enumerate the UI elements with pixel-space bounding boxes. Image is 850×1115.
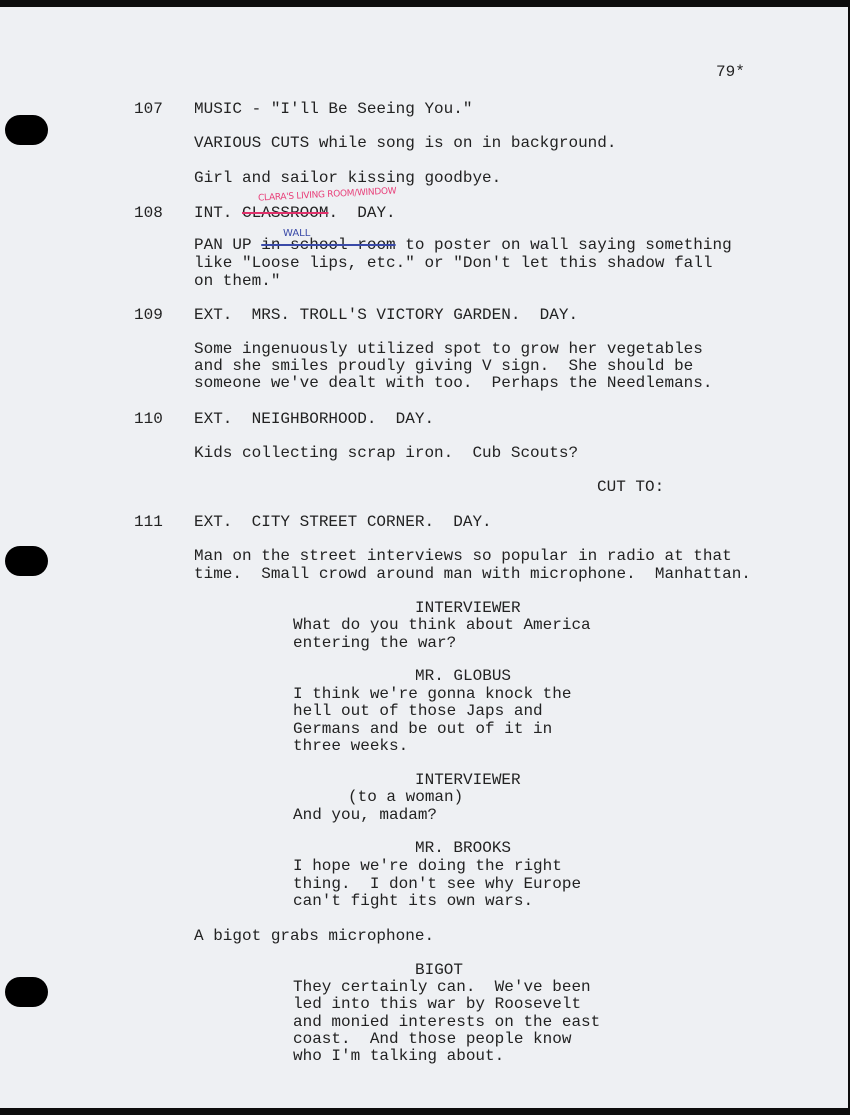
dialogue-line: coast. And those people know — [293, 1030, 572, 1048]
action-line: Kids collecting scrap iron. Cub Scouts? — [194, 444, 579, 462]
page-number: 79* — [716, 63, 745, 81]
action-line: Some ingenuously utilized spot to grow her vegetables — [194, 340, 703, 358]
struck-location: CLASSROOM — [242, 204, 329, 222]
dialogue-line: What do you think about America — [293, 616, 591, 634]
dialogue-line: three weeks. — [293, 737, 409, 755]
dialogue-line: I hope we're doing the right — [293, 857, 562, 875]
parenthetical: (to a woman) — [348, 788, 464, 806]
scene-number: 108 — [134, 204, 163, 222]
punch-hole — [5, 115, 48, 145]
dialogue-line: who I'm talking about. — [293, 1047, 505, 1065]
action-line: Man on the street interviews so popular in radio at that — [194, 547, 732, 565]
dialogue-line: and monied interests on the east — [293, 1013, 601, 1031]
scene-heading — [194, 205, 396, 223]
scene-heading: EXT. CITY STREET CORNER. DAY. — [194, 513, 492, 531]
action-line: and she smiles proudly giving V sign. She should be — [194, 357, 694, 375]
dialogue-line: I think we're gonna knock the — [293, 685, 572, 703]
heading-prefix: INT. — [194, 204, 243, 222]
scene-heading: EXT. NEIGHBORHOOD. DAY. — [194, 410, 435, 428]
scene-heading: EXT. MRS. TROLL'S VICTORY GARDEN. DAY. — [194, 306, 579, 324]
action-line: A bigot grabs microphone. — [194, 927, 435, 945]
heading-suffix: . DAY. — [328, 204, 396, 222]
scene-number: 110 — [134, 410, 163, 428]
dialogue-line: And you, madam? — [293, 806, 438, 824]
action-line: like "Loose lips, etc." or "Don't let this shadow fall — [194, 254, 713, 272]
handwritten-annotation: CLARA'S LIVING ROOM/WINDOW — [257, 186, 397, 204]
character-name: MR. GLOBUS — [415, 667, 512, 685]
scene-heading: MUSIC - "I'll Be Seeing You." — [194, 100, 473, 118]
dialogue-line: led into this war by Roosevelt — [293, 995, 582, 1013]
action-line — [194, 237, 732, 255]
dialogue-line: entering the war? — [293, 634, 457, 652]
dialogue-line: can't fight its own wars. — [293, 892, 534, 910]
scene-number: 111 — [134, 513, 163, 531]
dialogue-line: thing. I don't see why Europe — [293, 875, 582, 893]
transition: CUT TO: — [597, 478, 665, 496]
punch-hole — [5, 977, 48, 1007]
dialogue-line: Germans and be out of it in — [293, 720, 553, 738]
action-prefix: PAN UP — [194, 236, 262, 254]
action-line: someone we've dealt with too. Perhaps the Needlemans. — [194, 374, 713, 392]
action-line: on them." — [194, 272, 281, 290]
dialogue-line: hell out of those Japs and — [293, 702, 543, 720]
handwritten-insert: WALL — [283, 228, 311, 239]
character-name: MR. BROOKS — [415, 839, 512, 857]
dialogue-line: They certainly can. We've been — [293, 978, 591, 996]
character-name: INTERVIEWER — [415, 599, 521, 617]
action-line: time. Small crowd around man with microphone. Manhattan. — [194, 565, 751, 583]
action-suffix: to poster on wall saying something — [395, 236, 732, 254]
action-line: VARIOUS CUTS while song is on in background. — [194, 134, 617, 152]
scene-number: 109 — [134, 306, 163, 324]
action-line: Girl and sailor kissing goodbye. — [194, 169, 502, 187]
character-name: INTERVIEWER — [415, 771, 521, 789]
struck-text: in school room — [261, 236, 396, 254]
punch-hole — [5, 546, 48, 576]
scene-number: 107 — [134, 100, 163, 118]
character-name: BIGOT — [415, 961, 464, 979]
